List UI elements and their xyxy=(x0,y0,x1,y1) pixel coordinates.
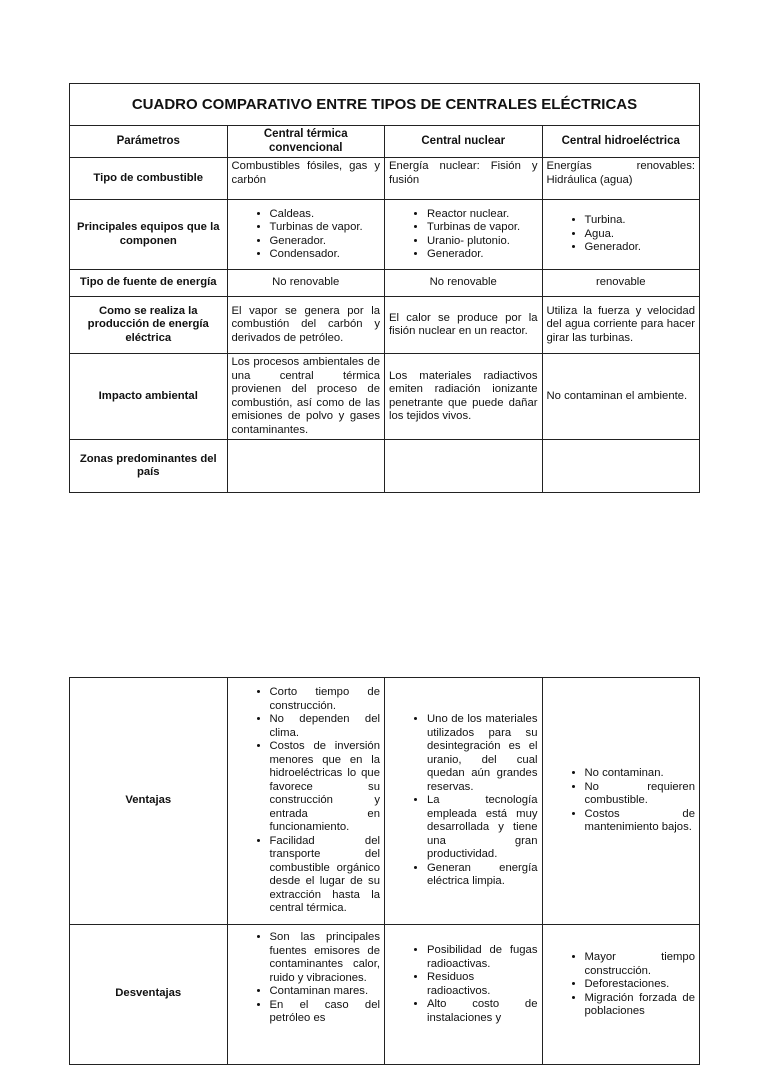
list-item: • Alto costo de instalaciones y xyxy=(427,998,538,1025)
list-item: • Turbina. xyxy=(585,214,696,228)
list-item: • Condensador. xyxy=(270,248,381,262)
table-row xyxy=(70,678,700,925)
list-item: • Residuos radioactivos. xyxy=(427,971,538,998)
row-label: Tipo de combustible xyxy=(70,158,228,200)
table-row xyxy=(70,354,700,440)
cell-hidro xyxy=(542,440,700,493)
cell-nuclear xyxy=(385,678,543,925)
header-hidro: Central hidroeléctrica xyxy=(542,126,700,158)
list-item: • Deforestaciones. xyxy=(585,978,696,992)
cell-hidro xyxy=(542,925,700,1065)
list-item: • Corto tiempo de construcción. xyxy=(270,686,381,713)
cell-termica: El vapor se genera por la combustión del carbón y derivados de petróleo. xyxy=(227,297,385,354)
list-item: • Generador. xyxy=(585,241,696,255)
comparison-table xyxy=(69,83,700,493)
cell-termica: Los procesos ambientales de una central térmica provienen del proceso de combustión, así como de las emisiones de polvo y gases contaminantes. xyxy=(227,354,385,440)
advantages-table xyxy=(69,677,700,1065)
cell-hidro: renovable xyxy=(542,270,700,297)
list-item: • No requieren combustible. xyxy=(585,781,696,808)
cell-termica xyxy=(227,678,385,925)
list-item: • Facilidad del transporte del combustible orgánico desde el lugar de su extracción hasta la central térmica. xyxy=(270,835,381,916)
cell-termica xyxy=(227,925,385,1065)
header-nuclear: Central nuclear xyxy=(385,126,543,158)
list-item: • Generador. xyxy=(427,248,538,262)
list-item: • Costos de mantenimiento bajos. xyxy=(585,808,696,835)
list-item: • Posibilidad de fugas radioactivas. xyxy=(427,944,538,971)
list-item: • Uno de los materiales utilizados para su desintegración es el uranio, del cual quedan aún grandes reservas. xyxy=(427,713,538,794)
list-item: • Uranio- plutonio. xyxy=(427,235,538,249)
table-row xyxy=(70,158,700,200)
row-label: Como se realiza la producción de energía eléctrica xyxy=(70,297,228,354)
cell-hidro: Energías renovables: Hidráulica (agua) xyxy=(542,158,700,200)
list-item: • Contaminan mares. xyxy=(270,985,381,999)
list-item: • Turbinas de vapor. xyxy=(427,221,538,235)
cell-nuclear xyxy=(385,440,543,493)
cell-nuclear xyxy=(385,200,543,270)
cell-nuclear: Los materiales radiactivos emiten radiación ionizante penetrante que puede dañar los tejidos vivos. xyxy=(385,354,543,440)
table-row xyxy=(70,270,700,297)
cell-hidro: Utiliza la fuerza y velocidad del agua corriente para hacer girar las turbinas. xyxy=(542,297,700,354)
cell-termica: No renovable xyxy=(227,270,385,297)
list-item: • Migración forzada de poblaciones xyxy=(585,992,696,1019)
row-label: Impacto ambiental xyxy=(70,354,228,440)
row-label: Ventajas xyxy=(70,678,228,925)
list-item: • Generan energía eléctrica limpia. xyxy=(427,862,538,889)
cell-nuclear: El calor se produce por la fisión nuclear en un reactor. xyxy=(385,297,543,354)
list-item: • La tecnología empleada está muy desarrollada y tiene una gran productividad. xyxy=(427,794,538,862)
cell-termica xyxy=(227,440,385,493)
header-parametros: Parámetros xyxy=(70,126,228,158)
table-row xyxy=(70,440,700,493)
list-item: • No contaminan. xyxy=(585,767,696,781)
row-label: Zonas predominantes del país xyxy=(70,440,228,493)
row-label: Tipo de fuente de energía xyxy=(70,270,228,297)
cell-nuclear: No renovable xyxy=(385,270,543,297)
row-label: Desventajas xyxy=(70,925,228,1065)
table-title: CUADRO COMPARATIVO ENTRE TIPOS DE CENTRALES ELÉCTRICAS xyxy=(70,84,700,126)
list-item: • Reactor nuclear. xyxy=(427,208,538,222)
list-item: • Generador. xyxy=(270,235,381,249)
header-termica: Central térmica convencional xyxy=(227,126,385,158)
cell-hidro xyxy=(542,678,700,925)
list-item: • Agua. xyxy=(585,228,696,242)
list-item: • No dependen del clima. xyxy=(270,713,381,740)
list-item: • Son las principales fuentes emisores de contaminantes calor, ruido y vibraciones. xyxy=(270,931,381,985)
list-item: • En el caso del petróleo es xyxy=(270,999,381,1026)
cell-termica: Combustibles fósiles, gas y carbón xyxy=(227,158,385,200)
table-row xyxy=(70,297,700,354)
cell-nuclear: Energía nuclear: Fisión y fusión xyxy=(385,158,543,200)
cell-nuclear xyxy=(385,925,543,1065)
list-item: • Costos de inversión menores que en la hidroeléctricas lo que favorece su construcción y entrada en funcionamiento. xyxy=(270,740,381,835)
list-item: • Caldeas. xyxy=(270,208,381,222)
cell-hidro: No contaminan el ambiente. xyxy=(542,354,700,440)
list-item: • Mayor tiempo construcción. xyxy=(585,951,696,978)
table-row xyxy=(70,925,700,1065)
cell-hidro xyxy=(542,200,700,270)
list-item: • Turbinas de vapor. xyxy=(270,221,381,235)
row-label: Principales equipos que la componen xyxy=(70,200,228,270)
cell-termica xyxy=(227,200,385,270)
table-row xyxy=(70,200,700,270)
